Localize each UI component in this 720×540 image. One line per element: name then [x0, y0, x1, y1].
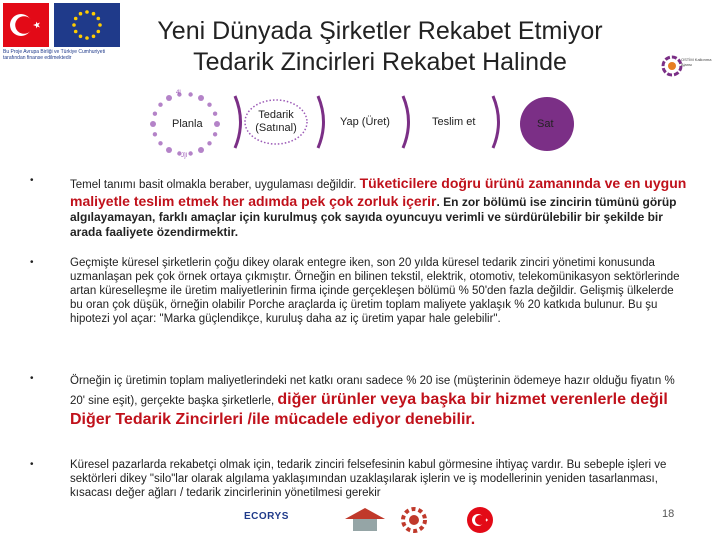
cluster-logo-text: OSTİM Kalkınma Ajansı	[681, 57, 712, 67]
ring-dot	[198, 147, 204, 153]
page-number: 18	[662, 508, 675, 520]
bullet-dot: •	[30, 373, 34, 384]
step-sell: Sat	[537, 118, 554, 130]
ring-dot	[207, 141, 211, 145]
arc-1	[235, 96, 241, 148]
ring-dot	[188, 92, 192, 96]
ring-dot	[214, 121, 220, 127]
bullet-3-text-a: Örneğin iç üretimin toplam maliyetlerindeki net katkı oranı sadece % 20 ise (müşterinin ödemeye hazır olduğu fiyatın % 20' sine eşit), gerçekte başka şirketlerle,	[70, 375, 675, 407]
step-deliver: Teslim et	[432, 116, 476, 128]
bullet-1-emphasis: Tüketicilere doğru ürünü zamanında ve en uygun maliyetle teslim etmek her adımda pek çok zorluk içerir	[70, 175, 687, 209]
ring-dot	[166, 95, 172, 101]
bullet-1-text-c: . En zor bölümü ise zincirin tümünü görüp algılayamayan, farklı amaçlar için kurulmuş çok sayıda oyuncuyu verimli ve sürdürülebilir bir şekilde bir arada faaliyete özendirmektir.	[70, 195, 677, 239]
gear-logo	[398, 505, 430, 535]
svg-text:J]l: J]l	[181, 153, 187, 159]
funding-caption: Bu Proje Avrupa Birliği ve Türkiye Cumhuriyeti tarafından finanse edilmektedir	[3, 49, 106, 61]
bullet-4-text: Küresel pazarlarda rekabetçi olmak için, tedarik zinciri felsefesinin kabul görmesine ihtiyaç vardır. Bu sebeple işleri ve sektörleri dikey "silo"lar olarak algılama yaklaşımından uzaklaşılarak işlerin ve iş modellerinin yeniden tasarlanması, kısacası değer ağları / tedarik zincirlerinin yönetilmesi gerekir	[70, 459, 667, 499]
bullet-dot: •	[30, 257, 34, 268]
ring-dot	[188, 151, 192, 155]
ring-dot	[166, 147, 172, 153]
title-line-2: Tedarik Zincirleri Rekabet Halinde	[193, 48, 567, 76]
arc-4	[493, 96, 499, 148]
ring-dot	[150, 121, 156, 127]
bullet-2-text: Geçmişte küresel şirketlerin çoğu dikey olarak entegre iken, son 20 yılda küresel tedarik zinciri yönetimi konusunda uzmanlaşan pek çok örnek ortaya çıkmıştır. Örneğin en bilinen tekstil, elektrik, otomotiv, telekomünikasyon sektörlerinde artan küreselleşme ile üretim maliyetlerinin firma içinde gerçekleşen bölümü % 50'den fazla değildir. Gelişmiş ülkelerde bu oran çok düşük, örneğin olabilir Porche araçlarda iç üretim toplam maliyete yaklaşık % 20 katkıda bulunur. Bu şu hipotezi yol açar: "Marka güçlendikçe, kuruluş daha az iç üretim yapar hale gelebilir".	[70, 257, 680, 325]
step-make: Yap (Üret)	[340, 116, 390, 128]
ring-dot	[153, 112, 157, 116]
bullet-dot: •	[30, 175, 34, 186]
svg-text:4l: 4l	[176, 90, 181, 96]
title-line-1: Yeni Dünyada Şirketler Rekabet Etmiyor	[157, 17, 603, 45]
ministry-logo	[465, 505, 495, 535]
ring-dot	[213, 112, 217, 116]
step-plan: Planla	[172, 118, 203, 130]
bullet-3-emphasis: diğer ürünler veya başka bir hizmet verenlerle değil Diğer Tedarik Zincirleri /ile mücadele ediyor denebilir.	[70, 391, 668, 428]
ring-dot	[213, 132, 217, 136]
arc-3	[403, 96, 409, 148]
bullet-1-text-a: Temel tanımı basit olmakla beraber, uygulaması değildir.	[70, 179, 357, 191]
bullet-dot: •	[30, 459, 34, 470]
step-supply: Tedarik (Satınal)	[255, 109, 297, 134]
ring-dot	[198, 95, 204, 101]
process-shapes	[0, 0, 720, 180]
ring-dot	[158, 141, 162, 145]
ring-dot	[207, 103, 211, 107]
ring-dot	[153, 132, 157, 136]
house-logo	[335, 505, 395, 535]
ring-dot	[158, 103, 162, 107]
arc-2	[318, 96, 324, 148]
ecorys-logo: ECORYS	[244, 511, 289, 522]
